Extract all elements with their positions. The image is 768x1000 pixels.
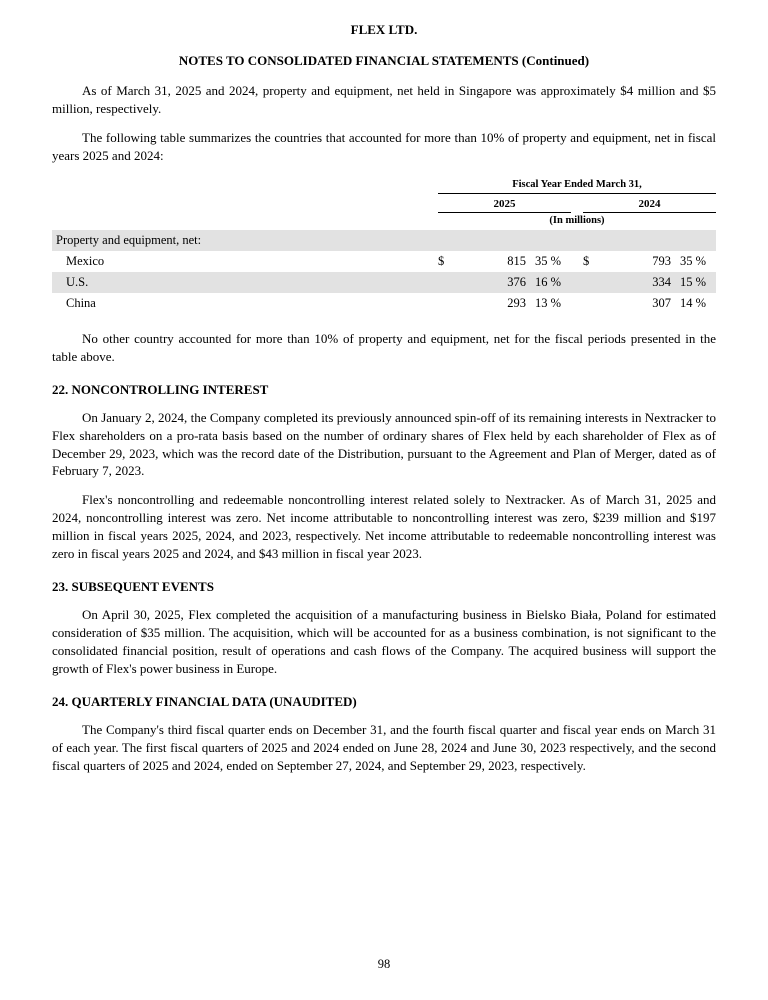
percent-2025: 13 % <box>535 295 562 310</box>
empty-cell <box>52 179 438 194</box>
section-heading-22: 22. NONCONTROLLING INTEREST <box>52 381 269 397</box>
table-section-row <box>52 230 716 251</box>
table-units-row <box>52 212 716 230</box>
empty-cell <box>52 212 438 230</box>
percent-2024: 14 % <box>680 295 707 310</box>
section-heading-23: 23. SUBSEQUENT EVENTS <box>52 579 214 595</box>
empty-cell <box>52 193 438 212</box>
column-gap <box>571 272 583 293</box>
paragraph-table-intro: The following table summarizes the countries that accounted for more than 10% of property and equipment, net in fiscal years 2025 and 2024: <box>52 129 716 163</box>
percent-2024: 35 % <box>680 253 707 268</box>
value-2025: 376 <box>456 272 526 293</box>
year-2025-header: 2025 <box>438 193 571 212</box>
currency-symbol-2024: $ <box>583 253 590 268</box>
row-label: U.S. <box>52 272 438 293</box>
value-2024: 793 <box>652 253 671 268</box>
column-gap <box>571 251 583 272</box>
paragraph-22-1: On January 2, 2024, the Company completed its previously announced spin-off of its remaining interests in Nextracker to Flex shareholders on a pro-rata basis based on the number of ordinary shares of Flex held by each shareholder of Flex as of December 29, 2023, which was the record date of the Distribution, pursuant to the Agreement and Plan of Merger, dated as of February 7, 2023. <box>52 409 716 479</box>
column-gap <box>571 193 583 212</box>
company-name: FLEX LTD. <box>350 22 418 37</box>
currency-symbol-2024 <box>583 272 601 293</box>
table-header-spanner-row <box>52 179 716 194</box>
table-header-years-row <box>52 193 716 212</box>
table-row-us <box>52 272 716 293</box>
section-label: Property and equipment, net: <box>52 230 716 251</box>
paragraph-24-1: The Company's third fiscal quarter ends on December 31, and the fourth fiscal quarter and fiscal year ends on March 31 of each year. The first fiscal quarters of 2025 and 2024 ended on June 28, 2024 and June 30, 2023 respectively, and the second fiscal quarters of 2025 and 2024, ended on September 27, 2024, and September 29, 2023, respectively. <box>52 721 716 773</box>
paragraph-no-other-country: No other country accounted for more than 10% of property and equipment, net for the fiscal periods presented in the table above. <box>52 330 716 364</box>
currency-symbol-2025: $ <box>438 253 445 268</box>
page-number: 98 <box>377 957 391 971</box>
table-row-china <box>52 293 716 314</box>
percent-2025: 35 % <box>535 253 562 268</box>
column-gap <box>571 293 583 314</box>
year-2024-header: 2024 <box>583 193 716 212</box>
currency-symbol-2025 <box>438 293 456 314</box>
currency-symbol-2025 <box>438 272 456 293</box>
row-label: Mexico <box>66 253 105 268</box>
row-label: China <box>66 295 96 310</box>
paragraph-22-2: Flex's noncontrolling and redeemable noncontrolling interest related solely to Nextracker. As of March 31, 2025 and 2024, noncontrolling interest was zero. Net income attributable to noncontrolling interest was zero, $239 million and $197 million in fiscal years 2025, 2024, and 2023, respectively. Net income attributable to redeemable noncontrolling interest was zero in fiscal years 2025 and 2024, and $43 million in fiscal year 2023. <box>52 492 716 562</box>
property-equipment-table <box>52 179 716 314</box>
value-2025: 293 <box>507 295 526 310</box>
currency-symbol-2024 <box>583 293 601 314</box>
value-2025: 815 <box>507 253 526 268</box>
document-title: NOTES TO CONSOLIDATED FINANCIAL STATEMENTS (Continued) <box>178 53 590 68</box>
value-2024: 334 <box>601 272 671 293</box>
paragraph-23-1: On April 30, 2025, Flex completed the acquisition of a manufacturing business in Bielsko Biała, Poland for estimated consideration of $35 million. The acquisition, which will be accounted for as a business combination, is not significant to the consolidated financial position, result of operations and cash flows of the Company. The acquired business will support the growth of Flex's power business in Europe. <box>52 607 716 676</box>
value-2024: 307 <box>652 295 671 310</box>
units-label: (In millions) <box>549 214 605 226</box>
table-row-mexico <box>52 251 716 272</box>
paragraph-singapore: As of March 31, 2025 and 2024, property and equipment, net held in Singapore was approximately $4 million and $5 million, respectively. <box>52 83 716 116</box>
section-heading-24: 24. QUARTERLY FINANCIAL DATA (UNAUDITED) <box>52 693 357 709</box>
fiscal-year-header: Fiscal Year Ended March 31, <box>438 179 716 194</box>
percent-2025: 16 % <box>526 272 571 293</box>
percent-2024: 15 % <box>671 272 716 293</box>
